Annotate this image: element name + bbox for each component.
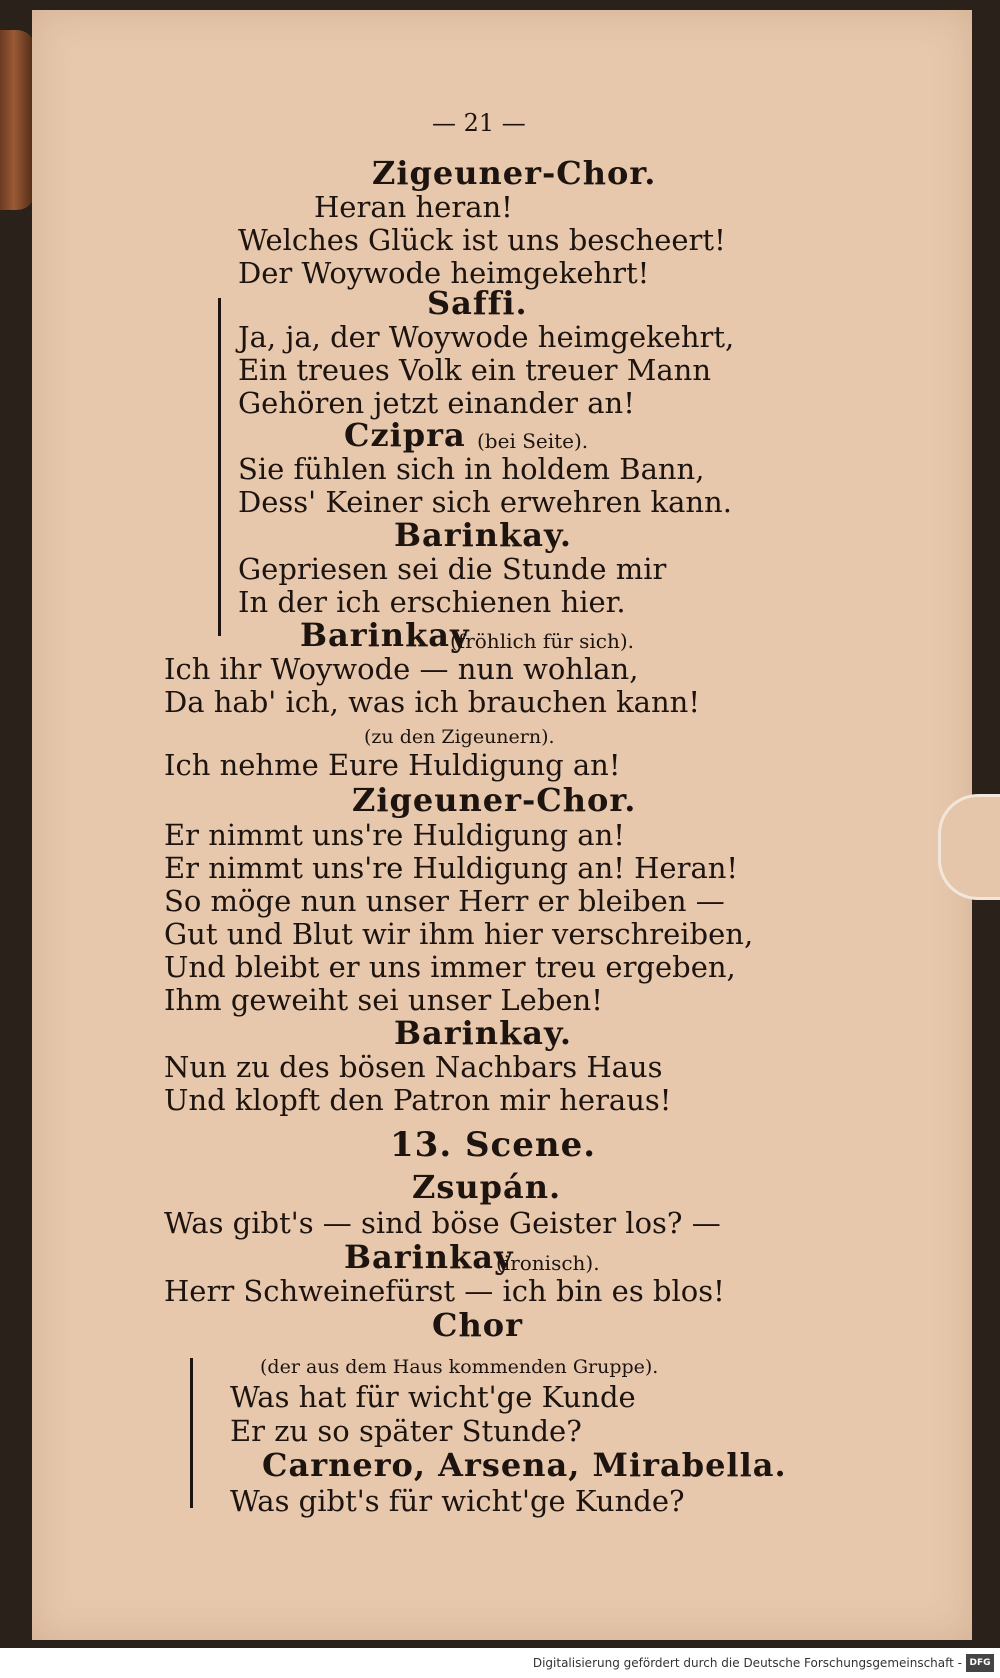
stage-direction: (der aus dem Haus kommenden Gruppe).	[260, 1356, 659, 1378]
book-page	[32, 10, 972, 1640]
verse-line: So möge nun unser Herr er bleiben —	[164, 884, 725, 918]
scene-heading: 13. Scene.	[390, 1125, 597, 1165]
verse-line: Gut und Blut wir ihm hier verschreiben,	[164, 917, 754, 951]
verse-line: Herr Schweinefürst — ich bin es blos!	[164, 1274, 725, 1308]
verse-line: Ihm geweiht sei unser Leben!	[164, 983, 603, 1017]
page-tab-marker	[938, 794, 1000, 900]
verse-line: Gehören jetzt einander an!	[238, 386, 635, 420]
verse-line: Nun zu des bösen Nachbars Haus	[164, 1050, 663, 1084]
speaker-heading: Barinkay.	[394, 516, 573, 554]
page-number: — 21 —	[432, 109, 526, 137]
verse-line: Dess' Keiner sich erwehren kann.	[238, 485, 732, 519]
stage-direction: (bei Seite).	[477, 429, 589, 453]
speaker-heading: Barinkay	[300, 616, 470, 654]
verse-line: Was hat für wicht'ge Kunde	[230, 1380, 636, 1414]
verse-line: Da hab' ich, was ich brauchen kann!	[164, 685, 700, 719]
book-spine-edge	[0, 30, 35, 210]
speaker-heading: Saffi.	[427, 284, 528, 322]
verse-line: Welches Glück ist uns bescheert!	[238, 223, 726, 257]
verse-line: Und klopft den Patron mir heraus!	[164, 1083, 672, 1117]
speaker-heading: Barinkay	[344, 1238, 514, 1276]
speaker-heading: Carnero, Arsena, Mirabella.	[262, 1446, 787, 1484]
speaker-heading: Czipra	[344, 416, 466, 454]
verse-line: Er zu so später Stunde?	[230, 1414, 582, 1448]
verse-line: Er nimmt uns're Huldigung an! Heran!	[164, 851, 739, 885]
verse-line: Ein treues Volk ein treuer Mann	[238, 353, 712, 387]
speaker-heading: Zigeuner-Chor.	[352, 781, 637, 819]
stage-direction: (ironisch).	[496, 1251, 600, 1275]
verse-line: Was gibt's für wicht'ge Kunde?	[230, 1484, 685, 1518]
verse-line: Ich nehme Eure Huldigung an!	[164, 748, 621, 782]
verse-bracket	[218, 298, 221, 636]
verse-line: Gepriesen sei die Stunde mir	[238, 552, 667, 586]
speaker-heading: Zsupán.	[412, 1168, 562, 1206]
footer-bar	[0, 1650, 1000, 1678]
speaker-heading: Chor	[432, 1306, 523, 1344]
verse-line: Und bleibt er uns immer treu ergeben,	[164, 950, 736, 984]
verse-bracket	[190, 1358, 193, 1508]
verse-line: Er nimmt uns're Huldigung an!	[164, 818, 625, 852]
stage-direction: (fröhlich für sich).	[450, 629, 635, 653]
verse-line: Was gibt's — sind böse Geister los? —	[164, 1206, 721, 1240]
verse-line: Ich ihr Woywode — nun wohlan,	[164, 652, 639, 686]
verse-line: Sie fühlen sich in holdem Bann,	[238, 452, 705, 486]
speaker-heading: Zigeuner-Chor.	[372, 154, 657, 192]
funding-credit: Digitalisierung gefördert durch die Deutsche Forschungsgemeinschaft -	[532, 1656, 962, 1670]
verse-line: In der ich erschienen hier.	[238, 585, 626, 619]
verse-line: Heran heran!	[314, 190, 513, 224]
speaker-heading: Barinkay.	[394, 1014, 573, 1052]
verse-line: Ja, ja, der Woywode heimgekehrt,	[238, 320, 735, 354]
stage-direction: (zu den Zigeunern).	[364, 726, 555, 748]
verse-line: Der Woywode heimgekehrt!	[238, 256, 650, 290]
dfg-logo: DFG	[966, 1654, 994, 1672]
